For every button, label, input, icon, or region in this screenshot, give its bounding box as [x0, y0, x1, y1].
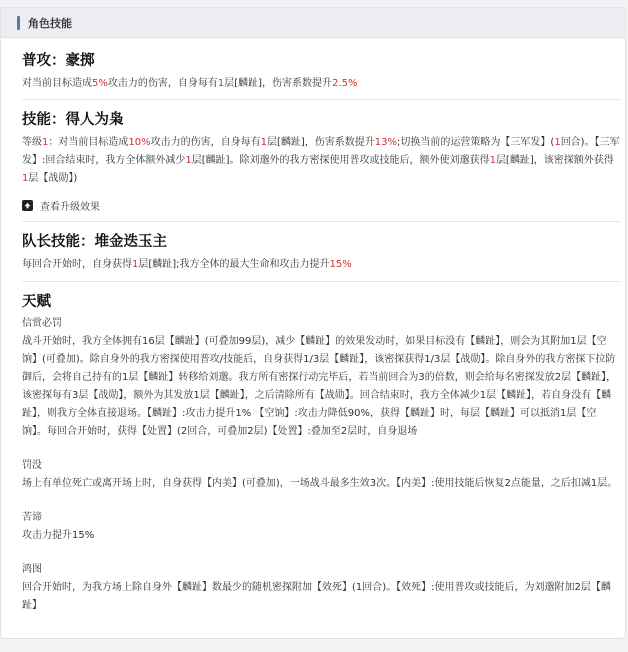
desc-text: ：对当前目标造成 [48, 137, 129, 148]
desc-text: 层【战勋】) [28, 173, 78, 184]
highlight-value: 15% [329, 259, 352, 270]
talents-section [22, 282, 620, 615]
skill-card [0, 7, 626, 639]
highlight-value: 5% [92, 78, 108, 89]
leader-skill-title: 队长技能：堆金迭玉主 [22, 234, 167, 250]
talent-name: 罚没 [22, 460, 42, 471]
highlight-value: 1 [42, 137, 49, 148]
view-upgrade-button[interactable] [22, 196, 620, 214]
highlight-value: 2.5% [332, 78, 358, 89]
desc-text: 层[麟趾]。除刘邈外的我方密探使用普攻或技能后，额外使刘邈获得 [191, 155, 490, 166]
normal-attack-desc [22, 75, 620, 93]
desc-text: 回合)。【三军发】:回合结束时，我方全体额外减少 [22, 137, 620, 166]
talent-item [22, 509, 620, 545]
highlight-value: 1 [260, 137, 267, 148]
desc-text: 攻击力的伤害，自身每有 [107, 78, 218, 89]
view-upgrade-label: 查看升级效果 [40, 201, 100, 213]
highlight-value: 1 [217, 78, 225, 89]
highlight-value: 10% [128, 137, 151, 148]
skill-section [22, 100, 620, 222]
talent-desc: 攻击力提升15% [22, 530, 95, 541]
talent-item [22, 457, 620, 493]
card-body [1, 38, 625, 615]
desc-text: 对当前目标造成 [22, 78, 92, 89]
desc-text: 每回合开始时，自身获得 [22, 259, 132, 270]
skill-title: 技能：得人为枭 [22, 112, 124, 128]
desc-text: 层[麟趾];我方全体的最大生命和攻击力提升 [138, 259, 330, 270]
talent-name: 鸿图 [22, 564, 42, 575]
highlight-value: 1 [22, 173, 29, 184]
talents-title: 天赋 [22, 294, 51, 310]
desc-text: 层[麟趾]，伤害系数提升 [224, 78, 333, 89]
highlight-value: 1 [132, 259, 139, 270]
talent-name: 信赏必罚 [22, 318, 62, 329]
arrow-up-icon [22, 200, 33, 211]
header-accent-bar [17, 16, 20, 30]
talent-item [22, 561, 620, 615]
talent-desc: 回合开始时，为我方场上除自身外【麟趾】数最少的随机密探附加【效死】(1回合)。【效死】:使用普攻或技能后，为刘邈附加2层【麟趾】 [22, 582, 611, 611]
highlight-value: 1 [554, 137, 561, 148]
highlight-value: 1 [185, 155, 192, 166]
card-title: 角色技能 [28, 16, 72, 30]
desc-text: 攻击力的伤害，自身每有 [150, 137, 261, 148]
talent-desc: 场上有单位死亡或离开场上时，自身获得【内美】(可叠加)，一场战斗最多生效3次。【内美】:使用技能后恢复2点能量，之后扣减1层。 [22, 478, 618, 489]
skill-desc [22, 134, 620, 188]
highlight-value: 1 [489, 155, 496, 166]
leader-skill-section [22, 222, 620, 282]
desc-text: 等级 [22, 137, 42, 148]
desc-text: 层[麟趾]，该密探额外获得 [495, 155, 614, 166]
desc-text: 层[麟趾]，伤害系数提升 [266, 137, 375, 148]
talent-name: 苦谛 [22, 512, 42, 523]
card-header [1, 8, 625, 38]
talent-item [22, 315, 620, 441]
normal-attack-section [22, 38, 620, 100]
desc-text: ;切换当前的运营策略为【三军发】( [397, 137, 555, 148]
talent-desc: 战斗开始时，我方全体拥有16层【麟趾】(可叠加99层)，减少【麟趾】的效果发动时，如果目标没有【麟趾】，则会为其附加1层【空饷】(可叠加)。除自身外的我方密探使用普攻/技能后，自身获得1/3层【麟趾】，该密探获得1/3层【战勋】。除自身外的我方密探下拉防御后，会将自己持有的1层【麟趾】转移给刘邈。我方所有密探行动完毕后，若当前回合为3的倍数，则会给每名密探发放2层【麟趾】，该密探每有3层【战勋】，额外为其发放1层【麟趾】，之后清除所有【战勋】。回合结束时，我方全体减少1层【麟趾】，若自身没有【麟趾】，则我方全体直接退场。【麟趾】:攻击力提升1% 【空饷】:攻击力降低90%，获得【麟趾】时，每层【麟趾】可以抵消1层【空饷】。每回合开始时，获得【处置】(2回合，可叠加2层)【处置】:叠加至2层时，自身退场 [22, 336, 617, 437]
leader-skill-desc [22, 256, 620, 274]
highlight-value: 13% [374, 137, 398, 148]
normal-attack-title: 普攻：豪掷 [22, 53, 95, 69]
